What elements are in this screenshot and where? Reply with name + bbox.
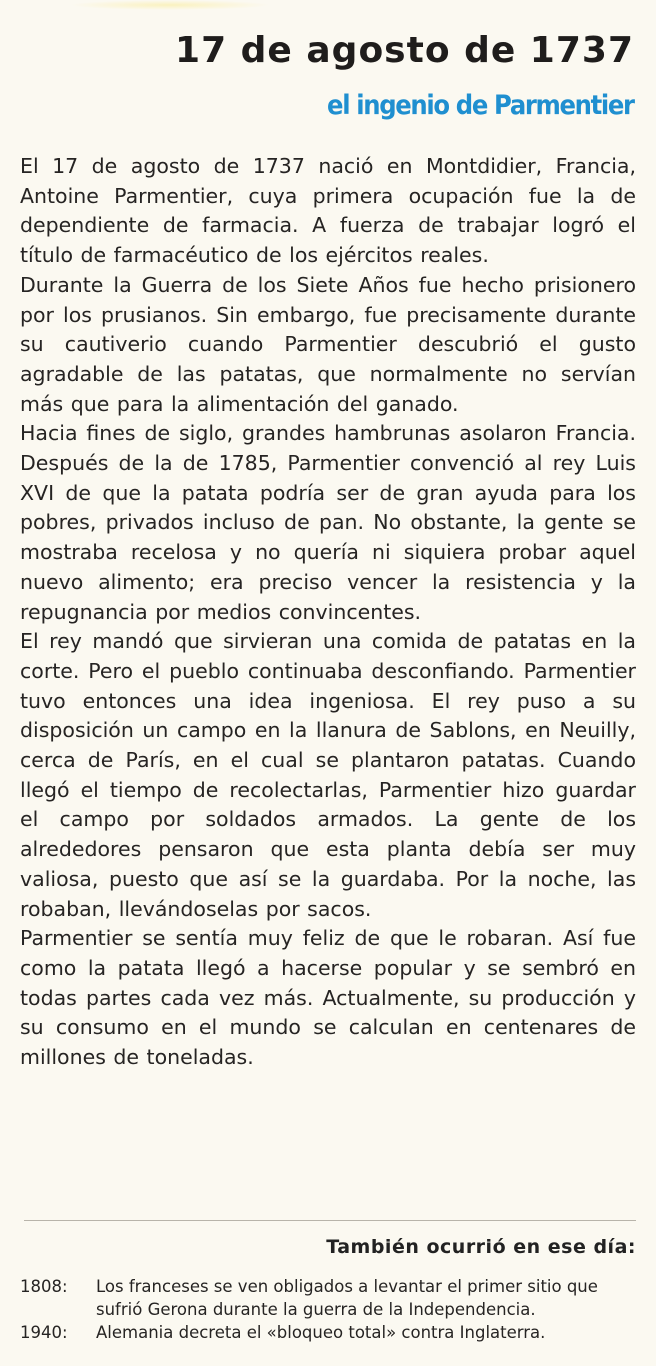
article-paragraph-4: El rey mandó que sirvieran una comida de patatas en la corte. Pero el pueblo continuaba desconfiando. Parmentier tuvo entonces una idea ingeniosa. El rey puso a su disposición un campo en la llanura de Sablons, en Neuilly, cerca de París, en el cual se plantaron patatas. Cuando llegó el tiempo de recolectarlas, Parmentier hizo guardar el campo por soldados armados. La gente de los alrededores pensaron que esta planta debía ser muy valiosa, puesto que así se la guardaba. Por la noche, las robaban, llevándoselas por sacos.	[20, 629, 636, 921]
event-item	[20, 1321, 640, 1344]
page-title: 17 de agosto de 1737	[175, 30, 634, 71]
event-year: 1808:	[20, 1277, 68, 1296]
event-description: Los franceses se ven obligados a levantar el primer sitio que sufrió Gerona durante la guerra de la Independencia.	[96, 1277, 598, 1319]
page-subtitle: el ingenio de Parmentier	[327, 90, 634, 121]
article-paragraph-3: Hacia fines de siglo, grandes hambrunas asolaron Francia. Después de la de 1785, Parmentier convenció al rey Luis XVI de que la patata podría ser de gran ayuda para los pobres, privados incluso de pan. No obstante, la gente se mostraba recelosa y no quería ni siquiera probar aquel nuevo alimento; era preciso vencer la resistencia y la repugnancia por medios convincentes.	[20, 421, 636, 624]
article-body	[20, 152, 636, 1073]
article-paragraph-2: Durante la Guerra de los Siete Años fue hecho prisionero por los prusianos. Sin embargo, fue precisamente durante su cautiverio cuando Parmentier descubrió el gusto agradable de las patatas, que normalmente no servían más que para la alimentación del ganado.	[20, 272, 636, 416]
also-happened-heading: También ocurrió en ese día:	[326, 1236, 636, 1258]
section-divider	[24, 1220, 636, 1221]
event-description: Alemania decreta el «bloqueo total» contra Inglaterra.	[96, 1323, 546, 1342]
article-paragraph-5: Parmentier se sentía muy feliz de que le robaran. Así fue como la patata llegó a hacerse popular y se sembró en todas partes cada vez más. Actualmente, su producción y su consumo en el mundo se calculan en centenares de millones de toneladas.	[20, 926, 636, 1070]
paper-tint	[70, 0, 270, 10]
events-list	[20, 1275, 640, 1344]
article-paragraph-1: El 17 de agosto de 1737 nació en Montdidier, Francia, Antoine Parmentier, cuya primera ocupación fue la de dependiente de farmacia. A fuerza de trabajar logró el título de farmacéutico de los ejércitos reales.	[20, 154, 636, 268]
event-year: 1940:	[20, 1323, 68, 1342]
event-item	[20, 1275, 640, 1321]
